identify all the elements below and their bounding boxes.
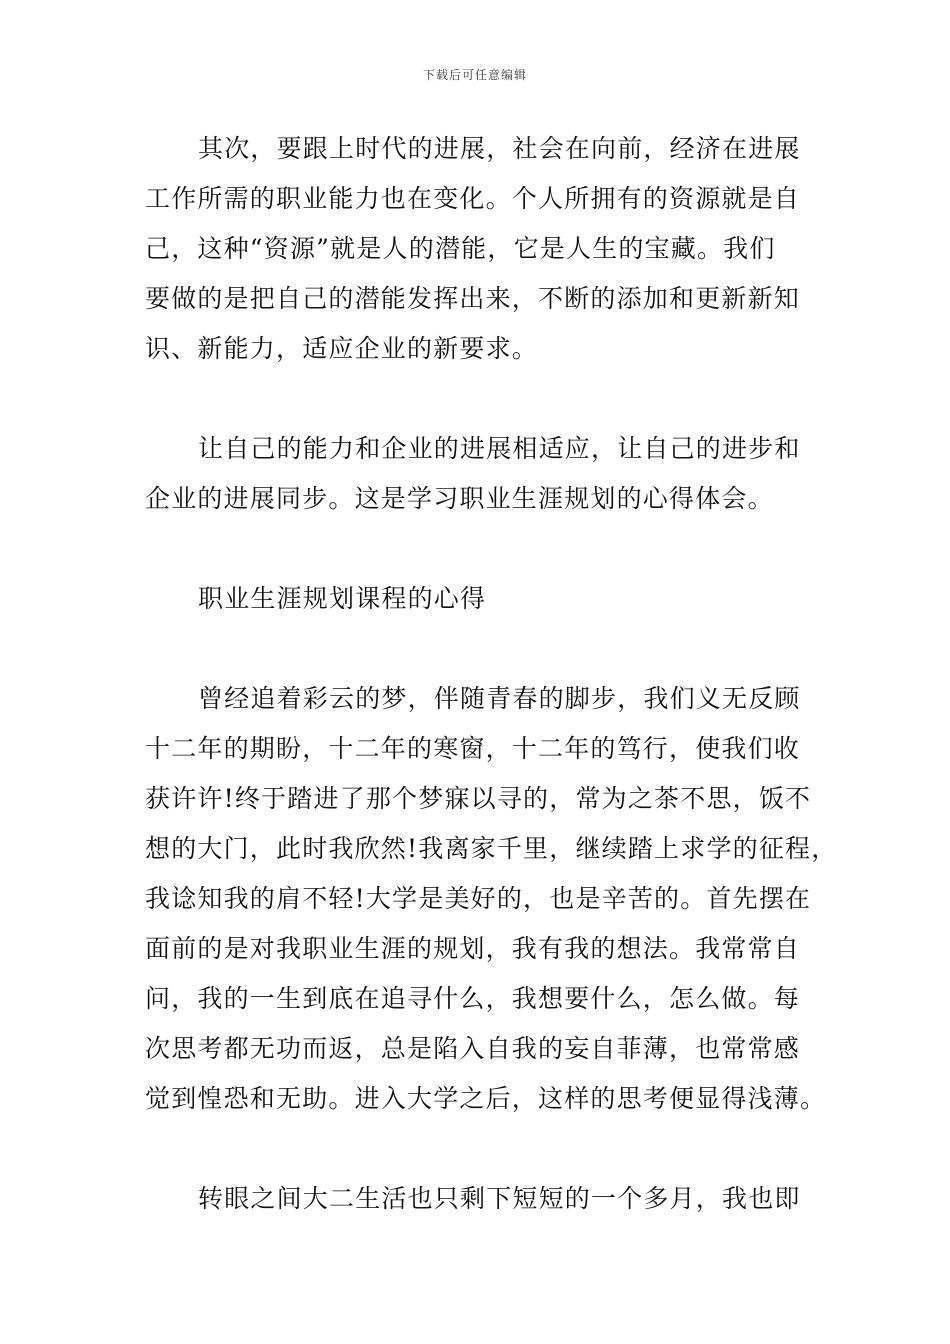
text-line: 转眼之间大二生活也只剩下短短的一个多月，我也即: [198, 1184, 801, 1213]
heading-line: 职业生涯规划课程的心得: [198, 584, 487, 613]
text-line: 要做的是把自己的潜能发挥出来，不断的添加和更新新知: [145, 284, 801, 313]
text-line: 其次，要跟上时代的进展，社会在向前，经济在进展: [198, 134, 801, 163]
text-line: 企业的进展同步。这是学习职业生涯规划的心得体会。: [145, 484, 774, 513]
text-line: 面前的是对我职业生涯的规划，我有我的想法。我常常自: [145, 934, 801, 963]
text-line: 让自己的能力和企业的进展相适应，让自己的进步和: [198, 434, 801, 463]
text-line: 次思考都无功而返，总是陷入自我的妄自菲薄，也常常感: [145, 1034, 801, 1063]
text-line: 工作所需的职业能力也在变化。个人所拥有的资源就是自: [145, 184, 801, 213]
text-line: 我谂知我的肩不轻!大学是美好的，也是辛苦的。首先摆在: [145, 884, 812, 913]
text-line: 曾经追着彩云的梦，伴随青春的脚步，我们义无反顾: [198, 684, 801, 713]
text-line: 想的大门，此时我欣然!我离家千里，继续踏上求学的征程，: [145, 834, 838, 863]
text-line: 问，我的一生到底在追寻什么，我想要什么，怎么做。每: [145, 984, 801, 1013]
text-line: 己，这种“资源”就是人的潜能，它是人生的宝藏。我们: [145, 234, 776, 263]
text-line: 觉到惶恐和无助。进入大学之后，这样的思考便显得浅薄。: [145, 1084, 827, 1113]
page-header: 下载后可任意编辑: [422, 68, 527, 82]
text-line: 十二年的期盼，十二年的寒窗，十二年的笃行，使我们收: [145, 734, 801, 763]
text-line: 识、新能力，适应企业的新要求。: [145, 334, 539, 363]
text-line: 获许许!终于踏进了那个梦寐以寻的，常为之茶不思，饭不: [145, 784, 812, 813]
